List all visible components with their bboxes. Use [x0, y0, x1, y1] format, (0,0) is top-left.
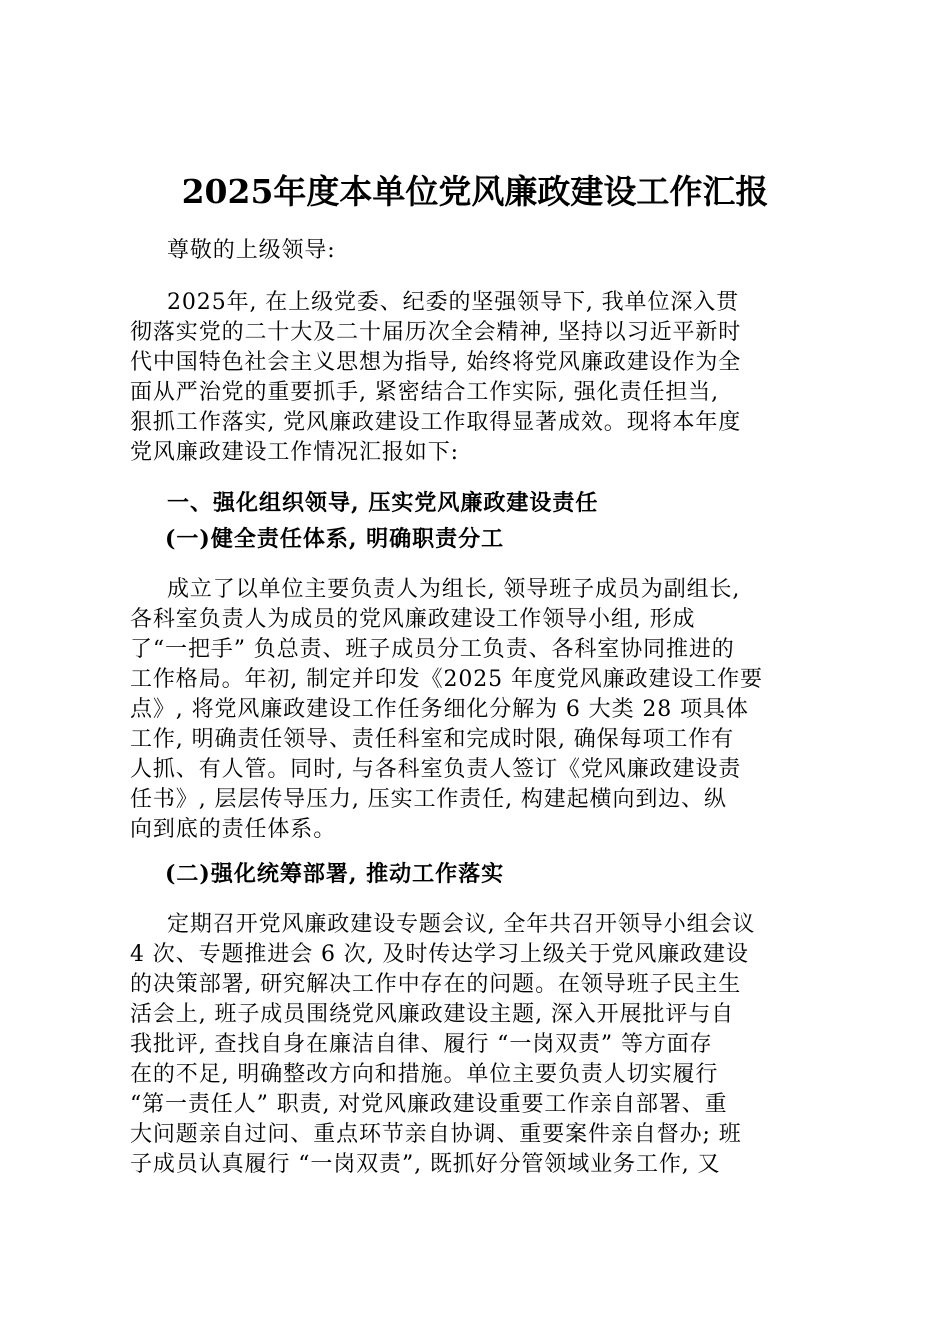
section-heading: 一、强化组织领导, 压实党风廉政建设责任 — [167, 490, 599, 516]
document-title: 2025年度本单位党风廉政建设工作汇报 — [181, 172, 769, 211]
paragraph-line: “第一责任人” 职责, 对党风廉政建设重要工作亲自部署、重 — [130, 1092, 728, 1117]
paragraph-line: 人抓、有人管。同时, 与各科室负责人签订《党风廉政建设责 — [130, 757, 742, 782]
intro-line: 党风廉政建设工作情况汇报如下: — [130, 440, 459, 465]
salutation: 尊敬的上级领导: — [167, 238, 336, 263]
paragraph-line: 各科室负责人为成员的党风廉政建设工作领导小组, 形成 — [130, 607, 696, 632]
subsection-heading: (二)强化统筹部署, 推动工作落实 — [165, 861, 505, 887]
intro-line: 狠抓工作落实, 党风廉政建设工作取得显著成效。现将本年度 — [130, 410, 742, 435]
intro-line: 面从严治党的重要抓手, 紧密结合工作实际, 强化责任担当, — [130, 380, 720, 405]
intro-line: 2025年, 在上级党委、纪委的坚强领导下, 我单位深入贯 — [167, 290, 740, 315]
paragraph-line: 任书》, 层层传导压力, 压实工作责任, 构建起横向到边、纵 — [130, 787, 727, 812]
paragraph-line: 工作, 明确责任领导、责任科室和完成时限, 确保每项工作有 — [130, 727, 735, 752]
paragraph-line: 了“一把手” 负总责、班子成员分工负责、各科室协同推进的 — [130, 637, 735, 662]
paragraph-line: 工作格局。年初, 制定并印发《2025 年度党风廉政建设工作要 — [130, 667, 763, 692]
paragraph-line: 向到底的责任体系。 — [130, 817, 337, 842]
paragraph-line: 我批评, 查找自身在廉洁自律、履行 “一岗双责” 等方面存 — [130, 1032, 713, 1057]
paragraph-line: 活会上, 班子成员围绕党风廉政建设主题, 深入开展批评与自 — [130, 1002, 735, 1027]
paragraph-line: 大问题亲自过问、重点环节亲自协调、重要案件亲自督办; 班 — [130, 1122, 742, 1147]
paragraph-line: 4 次、专题推进会 6 次, 及时传达学习上级关于党风廉政建设 — [130, 942, 749, 967]
paragraph-line: 点》, 将党风廉政建设工作任务细化分解为 6 大类 28 项具体 — [130, 697, 749, 722]
intro-line: 代中国特色社会主义思想为指导, 始终将党风廉政建设作为全 — [130, 350, 742, 375]
intro-line: 彻落实党的二十大及二十届历次全会精神, 坚持以习近平新时 — [130, 320, 742, 345]
paragraph-line: 成立了以单位主要负责人为组长, 领导班子成员为副组长, — [167, 577, 741, 602]
paragraph-line: 在的不足, 明确整改方向和措施。单位主要负责人切实履行 — [130, 1062, 719, 1087]
subsection-heading: (一)健全责任体系, 明确职责分工 — [165, 526, 505, 552]
paragraph-line: 定期召开党风廉政建设专题会议, 全年共召开领导小组会议 — [167, 912, 756, 937]
paragraph-line: 的决策部署, 研究解决工作中存在的问题。在领导班子民主生 — [130, 972, 742, 997]
paragraph-line: 子成员认真履行 “一岗双责”, 既抓好分管领域业务工作, 又 — [130, 1152, 721, 1177]
